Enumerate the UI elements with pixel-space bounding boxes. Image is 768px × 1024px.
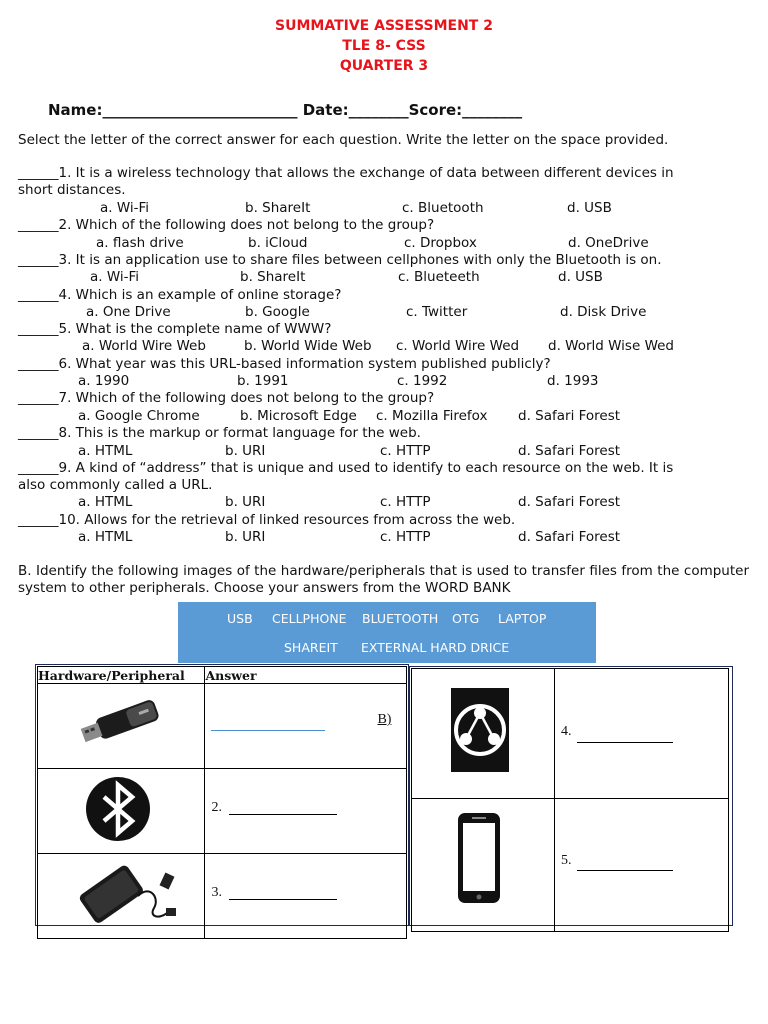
q9-option-c: c. HTTP	[380, 494, 431, 510]
title-line-3: QUARTER 3	[339, 58, 429, 74]
q5-option-c: c. World Wire Wed	[396, 338, 520, 354]
q10-option-b: b. URI	[225, 529, 266, 545]
q4-option-d: d. Disk Drive	[560, 304, 647, 320]
q5-option-b: b. World Wide Web	[244, 338, 372, 354]
usb-image-cell	[38, 684, 205, 769]
bluetooth-icon	[38, 769, 204, 849]
q8-option-c: c. HTTP	[380, 443, 431, 459]
q4-option-a: a. One Drive	[86, 304, 171, 320]
q2-option-c: c. Dropbox	[404, 235, 477, 251]
external-hard-drive-icon	[38, 854, 204, 934]
question-1: ______1. It is a wireless technology that allows the exchange of data between different devices in	[18, 165, 674, 181]
col-header-answer: Answer	[205, 667, 407, 684]
q5-option-d: d. World Wise Wed	[548, 338, 674, 354]
word-bluetooth: BLUETOOTH	[362, 611, 439, 626]
col-header-hardware: Hardware/Peripheral	[38, 667, 205, 684]
word-otg: OTG	[452, 611, 480, 626]
title-line-2: TLE 8- CSS	[342, 38, 426, 54]
answer-4-number: 4.	[561, 724, 572, 739]
q9-option-a: a. HTML	[78, 494, 133, 510]
q3-option-b: b. ShareIt	[240, 269, 306, 285]
answer-cell-5[interactable]	[555, 799, 729, 932]
q10-option-d: d. Safari Forest	[518, 529, 621, 545]
question-2: ______2. Which of the following does not belong to the group?	[18, 217, 435, 233]
question-9-cont: also commonly called a URL.	[18, 477, 213, 493]
question-4: ______4. Which is an example of online storage?	[18, 287, 342, 303]
q8-option-a: a. HTML	[78, 443, 133, 459]
shareit-icon	[412, 669, 554, 794]
word-usb: USB	[227, 611, 253, 626]
question-7: ______7. Which of the following does not belong to the group?	[18, 390, 435, 406]
q1-option-c: c. Bluetooth	[402, 200, 484, 216]
q2-option-b: b. iCloud	[248, 235, 308, 251]
q9-option-b: b. URI	[225, 494, 266, 510]
answer-2-number: 2.	[211, 800, 222, 815]
q10-option-c: c. HTTP	[380, 529, 431, 545]
shareit-image-cell	[412, 669, 555, 799]
usb-flash-drive-icon	[38, 684, 204, 764]
q7-option-a: a. Google Chrome	[78, 408, 200, 424]
name-date-score-line: Name:__________________________ Date:________Score:________	[48, 101, 523, 119]
bluetooth-image-cell	[38, 769, 205, 854]
q4-option-c: c. Twitter	[406, 304, 468, 320]
answer-5-number: 5.	[561, 853, 572, 868]
word-bank	[178, 602, 596, 663]
word-external-hard-drive: EXTERNAL HARD DRICE	[361, 640, 510, 655]
q4-option-b: b. Google	[245, 304, 310, 320]
q5-option-a: a. World Wire Web	[82, 338, 206, 354]
question-8: ______8. This is the markup or format language for the web.	[18, 425, 421, 441]
q1-option-a: a. Wi-Fi	[100, 200, 150, 216]
q6-option-a: a. 1990	[78, 373, 130, 389]
q8-option-d: d. Safari Forest	[518, 443, 621, 459]
answer-3-number: 3.	[211, 885, 222, 900]
question-6: ______6. What year was this URL-based information system published publicly?	[18, 356, 551, 372]
q7-option-c: c. Mozilla Firefox	[376, 408, 488, 424]
q1-option-d: d. USB	[567, 200, 612, 216]
q6-option-b: b. 1991	[237, 373, 289, 389]
question-1-cont: short distances.	[18, 182, 126, 198]
right-table	[411, 668, 729, 932]
q9-option-d: d. Safari Forest	[518, 494, 621, 510]
word-laptop: LAPTOP	[498, 611, 547, 626]
q2-option-d: d. OneDrive	[568, 235, 649, 251]
cellphone-image-cell	[412, 799, 555, 932]
left-table	[37, 666, 407, 939]
q8-option-b: b. URI	[225, 443, 266, 459]
answer-cell-3[interactable]	[205, 854, 407, 939]
answer-cell-2[interactable]	[205, 769, 407, 854]
example-label: B)	[377, 712, 392, 727]
q7-option-b: b. Microsoft Edge	[240, 408, 357, 424]
question-10: ______10. Allows for the retrieval of linked resources from across the web.	[18, 512, 516, 528]
q3-option-c: c. Blueteeth	[398, 269, 480, 285]
word-shareit: SHAREIT	[284, 640, 338, 655]
instructions: Select the letter of the correct answer for each question. Write the letter on the space provided.	[18, 132, 669, 148]
cellphone-icon	[412, 799, 554, 927]
q6-option-c: c. 1992	[397, 373, 448, 389]
question-5: ______5. What is the complete name of WWW?	[18, 321, 332, 337]
question-9: ______9. A kind of “address” that is unique and used to identify to each resource on the web. It is	[18, 460, 674, 476]
q10-option-a: a. HTML	[78, 529, 133, 545]
example-answer-cell[interactable]	[205, 684, 407, 769]
question-3: ______3. It is an application use to share files between cellphones with only the Bluetooth is on.	[18, 252, 662, 268]
title-line-1: SUMMATIVE ASSESSMENT 2	[275, 18, 493, 34]
answer-cell-4[interactable]	[555, 669, 729, 799]
q3-option-d: d. USB	[558, 269, 603, 285]
q7-option-d: d. Safari Forest	[518, 408, 621, 424]
word-cellphone: CELLPHONE	[272, 611, 347, 626]
q2-option-a: a. flash drive	[96, 235, 184, 251]
external-drive-image-cell	[38, 854, 205, 939]
q6-option-d: d. 1993	[547, 373, 599, 389]
section-b-instructions: B. Identify the following images of the hardware/peripherals that is used to transfer files from the computer system to other peripherals. Choose your answers from the WORD BANK	[18, 563, 749, 596]
q1-option-b: b. ShareIt	[245, 200, 311, 216]
q3-option-a: a. Wi-Fi	[90, 269, 140, 285]
